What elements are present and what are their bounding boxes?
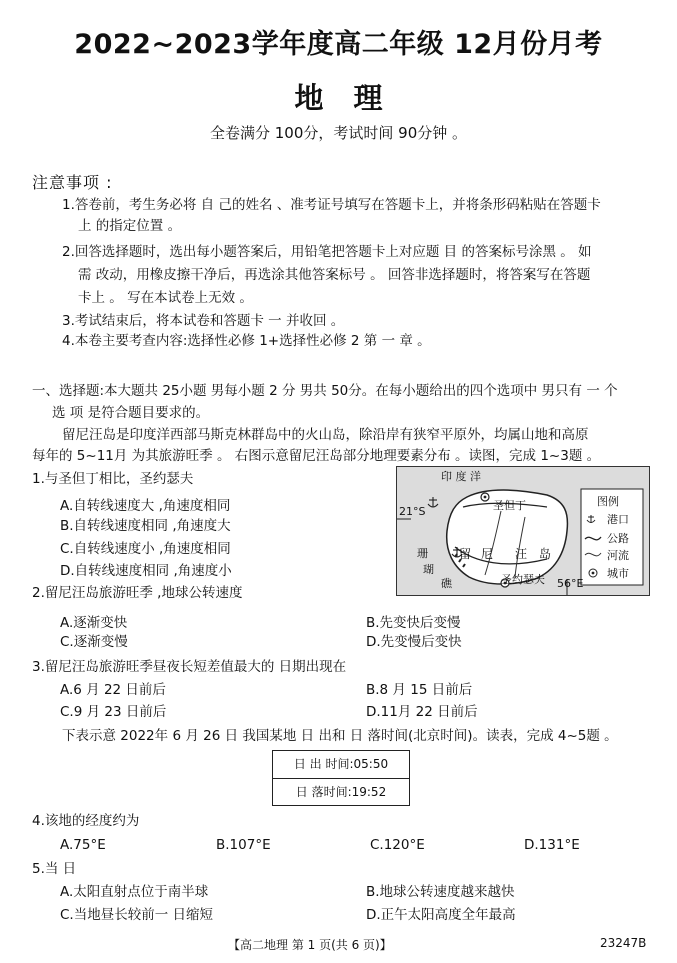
q1-option-c: C.自转线速度小 ,角速度相同 [60,541,231,557]
notice-heading: 注意事项 : [32,173,113,192]
reunion-map [396,466,650,596]
q5-stem: 5.当 日 [32,861,77,877]
q3-option-d: D.11月 22 日前后 [366,704,478,720]
section-intro: 一、选择题:本大题共 25小题 男每小题 2 分 男共 50分。在每小题给出的四个选项中 男只有 一 个 [32,383,618,399]
map-lat-label: 21°S [399,505,426,518]
map-lon-label: 56°E [557,577,584,590]
legend-river: 河流 [607,549,629,562]
city-legend-dot [592,572,595,575]
map-island-char: 尼 [481,547,494,561]
map-island-char: 留 [459,547,472,561]
paper-code: 23247B [600,936,647,950]
q4-option-b: B.107°E [216,837,271,853]
q2-option-d: D.先变慢后变快 [366,634,462,650]
page-footer: 【高二地理 第 1 页(共 6 页)】 [228,938,392,952]
notice-line: 1.答卷前，考生务必将 自 己的姓名 、准考证号填写在答题卡上，并将条形码粘贴在答题卡 [62,197,601,213]
passage2: 下表示意 2022年 6 月 26 日 我国某地 日 出和 日 落时间(北京时间)。读表，完成 4~5题 。 [62,728,618,744]
q1-option-d: D.自转线速度相同 ,角速度小 [60,563,232,579]
q5-option-c: C.当地昼长较前一 日缩短 [60,907,214,923]
q1-option-a: A.自转线速度大 ,角速度相同 [60,498,231,514]
map-reef-char: 瑚 [423,563,434,576]
q5-option-b: B.地球公转速度越来越快 [366,884,515,900]
map-reef-char: 珊 [417,547,428,560]
q2-option-b: B.先变快后变慢 [366,615,461,631]
notice-line: 2.回答选择题时，选出每小题答案后，用铅笔把答题卡上对应题 目 的答案标号涂黑 。 如 [62,244,592,260]
q2-stem: 2.留尼汪岛旅游旺季 ,地球公转速度 [32,585,243,601]
map-ocean-label: 印 度 洋 [441,470,481,483]
legend-title: 图例 [597,495,619,508]
q2-option-c: C.逐渐变慢 [60,634,128,650]
q3-option-c: C.9 月 23 日前后 [60,704,167,720]
notice-line: 4.本卷主要考查内容:选择性必修 1+选择性必修 2 第 一 章 。 [62,333,431,349]
notice-line: 上 的指定位置 。 [78,218,182,234]
notice-line: 卡上 。 写在本试卷上无效 。 [78,290,253,306]
subject-title: 地理 [294,81,413,115]
legend-city: 城市 [607,567,629,580]
q3-option-a: A.6 月 22 日前后 [60,682,166,698]
q1-stem: 1.与圣但丁相比，圣约瑟夫 [32,471,194,487]
score-info: 全卷满分 100分，考试时间 90分钟 。 [209,124,468,142]
q2-option-a: A.逐渐变快 [60,615,128,631]
q3-option-b: B.8 月 15 日前后 [366,682,473,698]
map-island-char: 岛 [539,547,552,561]
q5-option-a: A.太阳直射点位于南半球 [60,884,209,900]
city-marker-dot [484,496,487,499]
passage-line: 留尼汪岛是印度洋西部马斯克林群岛中的火山岛，除沿岸有狭窄平原外，均属山地和高原 [62,427,589,443]
section-intro: 选 项 是符合题目要求的。 [52,405,210,421]
notice-line: 需 改动，用橡皮擦干净后，再选涂其他答案标号 。 回答非选择题时，将答案写在答题 [78,267,591,283]
sunrise-cell: 日 出 时间:05:50 [293,757,389,771]
q4-option-a: A.75°E [60,837,106,853]
sunset-cell: 日 落时间:19:52 [273,778,409,805]
q1-option-b: B.自转线速度相同 ,角速度大 [60,518,231,534]
legend-road: 公路 [607,532,629,545]
notice-line: 3.考试结束后，将本试卷和答题卡 一 并收回 。 [62,313,345,329]
map-city-south: 圣约瑟夫 [501,573,545,586]
legend-port: 港口 [607,513,629,526]
map-reef-char: 礁 [441,577,452,590]
sun-time-table [272,750,410,806]
anchor-icon [428,497,438,507]
exam-title: 2022~2023学年度高二年级 12月份月考 [74,29,603,60]
q4-option-c: C.120°E [370,837,425,853]
q3-stem: 3.留尼汪岛旅游旺季昼夜长短差值最大的 日期出现在 [32,659,347,675]
q4-stem: 4.该地的经度约为 [32,813,140,829]
passage-line: 每年的 5~11月 为其旅游旺季 。 右图示意留尼汪岛部分地理要素分布 。读图，完成 1~3题 。 [32,448,601,464]
map-city-north: 圣但丁 [493,499,526,512]
q4-option-d: D.131°E [524,837,580,853]
q5-option-d: D.正午太阳高度全年最高 [366,907,516,923]
map-island-char: 汪 [515,547,528,561]
